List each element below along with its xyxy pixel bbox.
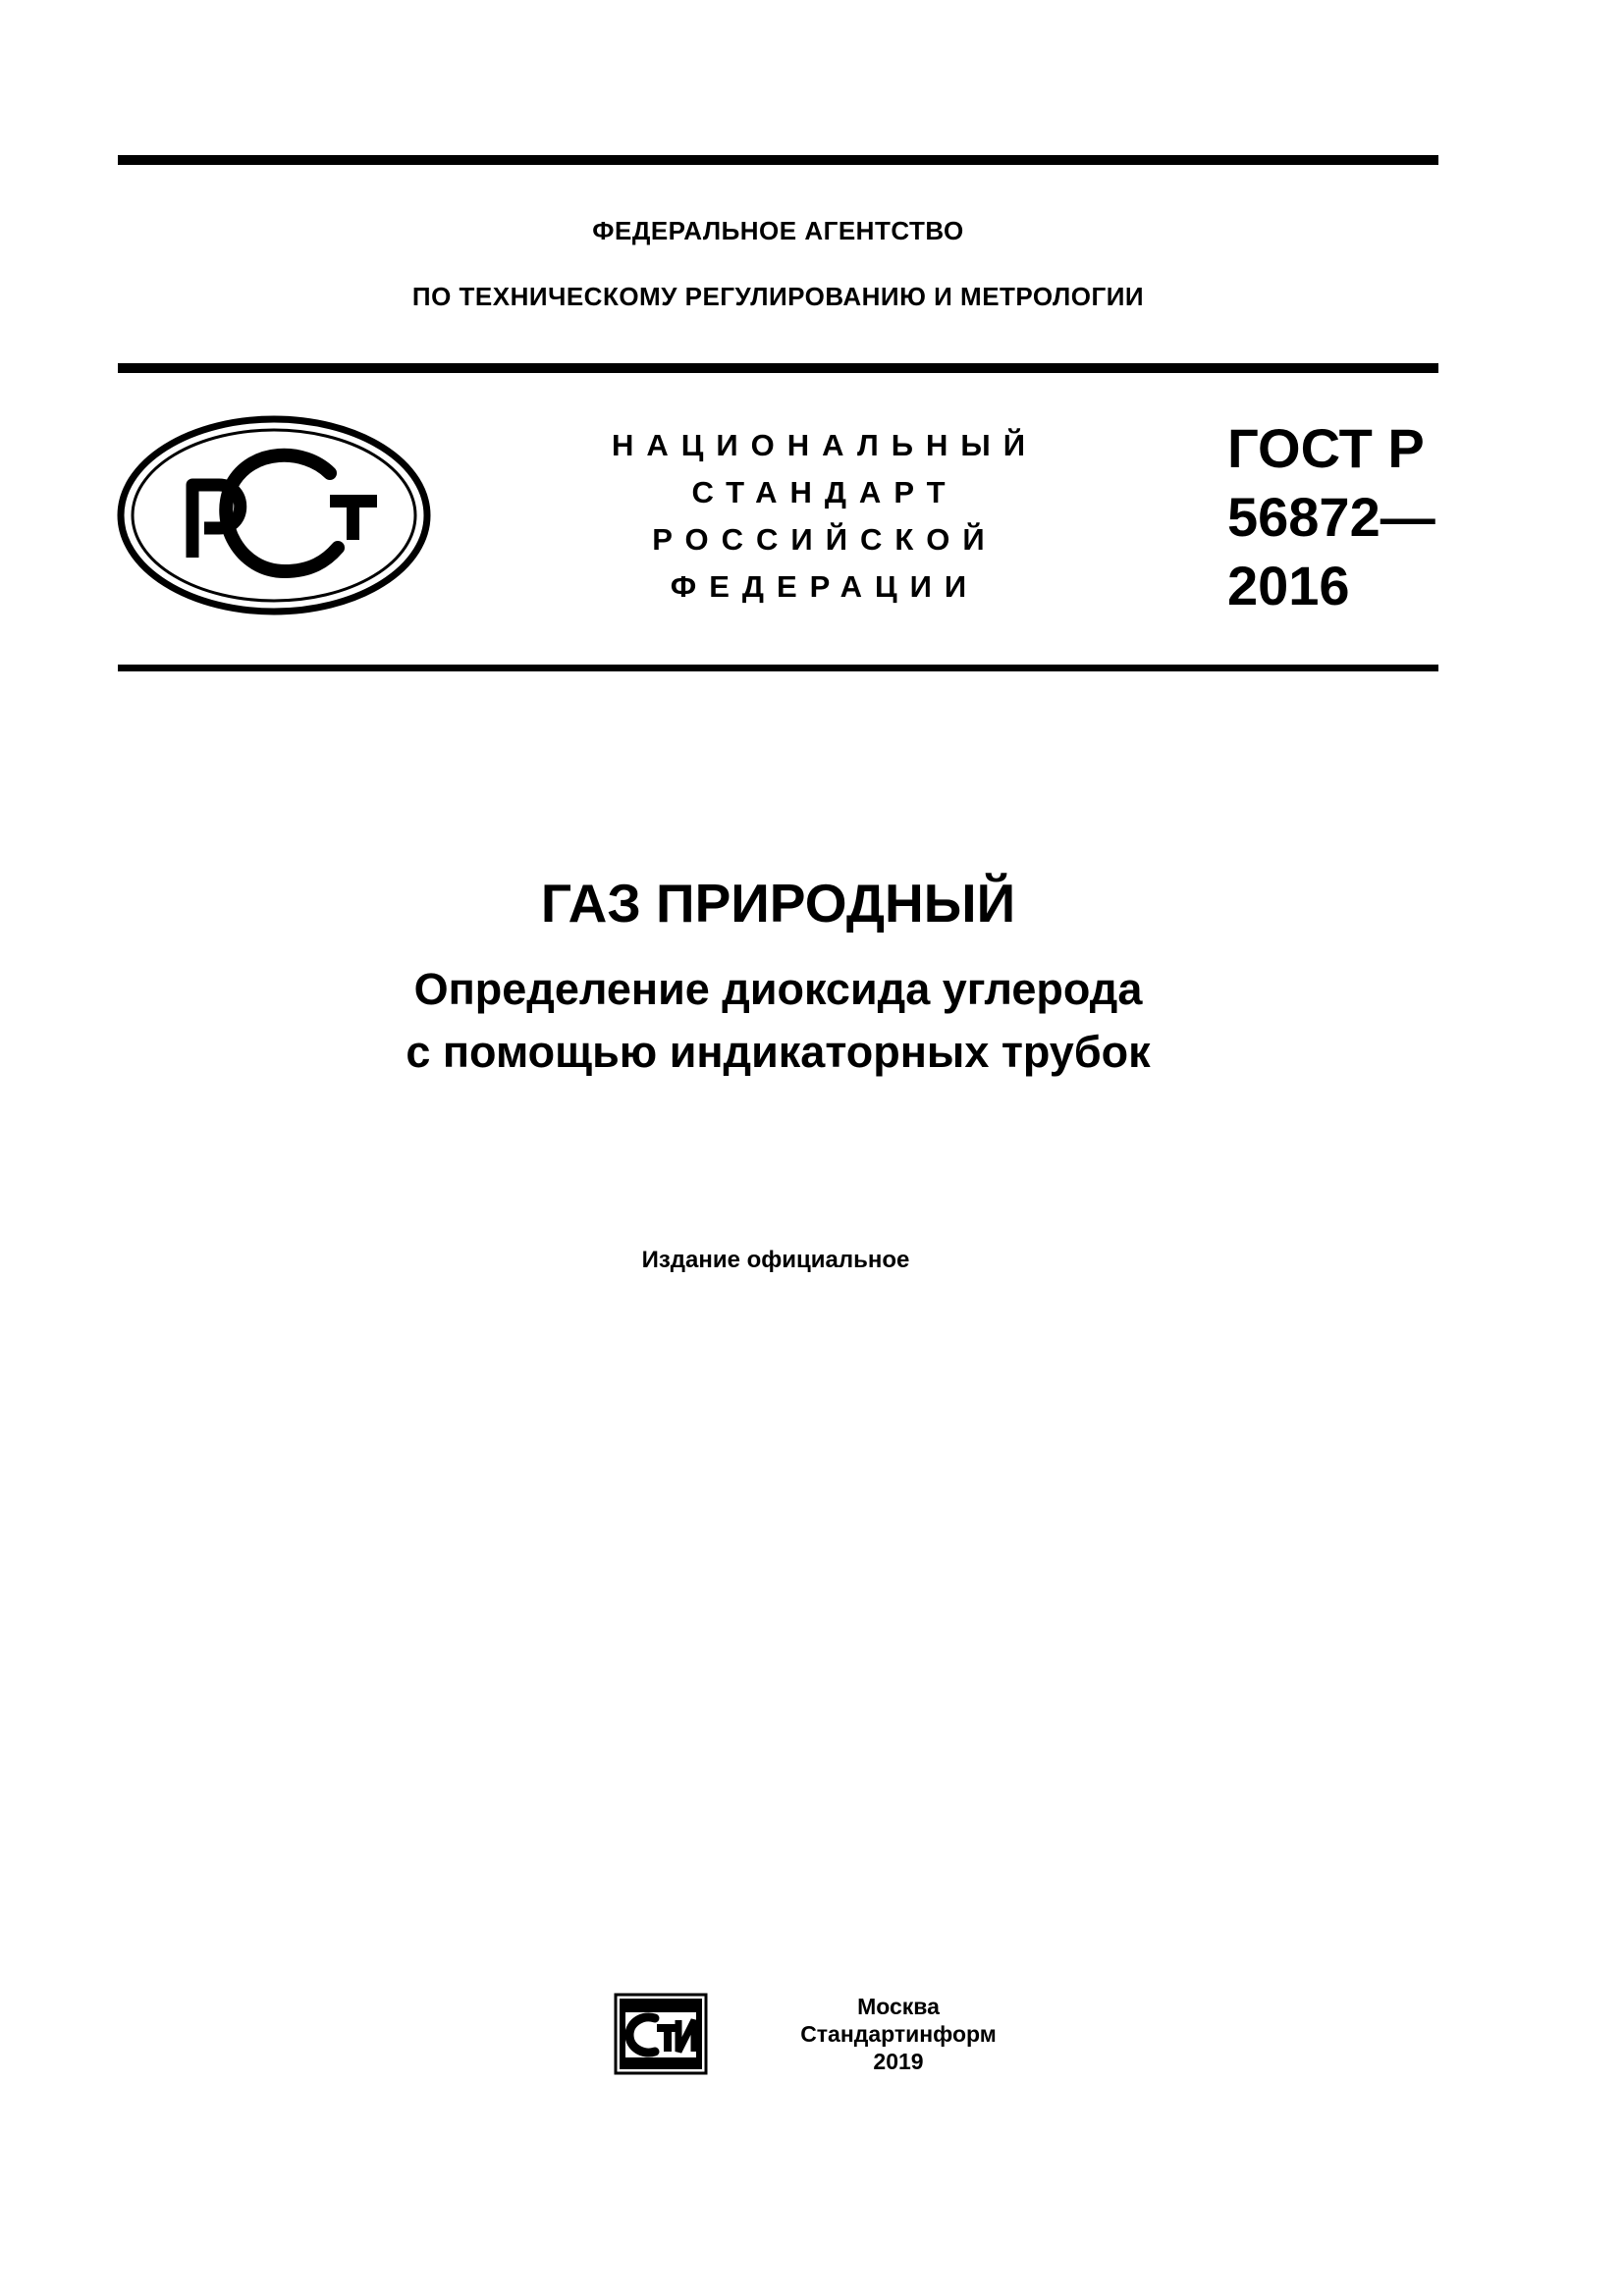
agency-line-1: ФЕДЕРАЛЬНОЕ АГЕНТСТВО [592,216,964,245]
designation-line-1: ГОСТ Р [1227,417,1425,479]
standard-type-line-1: НАЦИОНАЛЬНЫЙ [611,428,1039,462]
document-title: ГАЗ ПРИРОДНЫЙ [540,873,1016,934]
standard-type-line-3: РОССИЙСКОЙ [652,522,998,557]
standard-type [589,422,1060,611]
publisher-city: Москва [857,1994,940,2019]
standard-designation [1227,414,1435,620]
publisher-year: 2019 [873,2049,924,2074]
standard-type-line-4: ФЕДЕРАЦИИ [670,569,980,604]
publisher-info [736,1993,1060,2075]
document-subtitle-line-1: Определение диоксида углерода [413,964,1143,1014]
header-divider [118,363,1438,373]
publisher-name: Стандартинформ [800,2021,997,2047]
top-rule [118,155,1438,165]
standartinform-logo [614,1993,708,2075]
standard-type-line-2: СТАНДАРТ [691,475,958,509]
designation-line-2: 56872— [1227,486,1435,548]
logo-text: РСТ [116,412,118,413]
agency-line-2: ПО ТЕХНИЧЕСКОМУ РЕГУЛИРОВАНИЮ И МЕТРОЛОГИИ [411,282,1145,311]
designation-divider [118,665,1438,671]
edition-note: Издание официальное [641,1247,910,1273]
designation-line-3: 2016 [1227,555,1350,616]
document-subtitle-line-2: с помощью индикаторных трубок [406,1027,1151,1077]
gost-logo [116,412,432,618]
